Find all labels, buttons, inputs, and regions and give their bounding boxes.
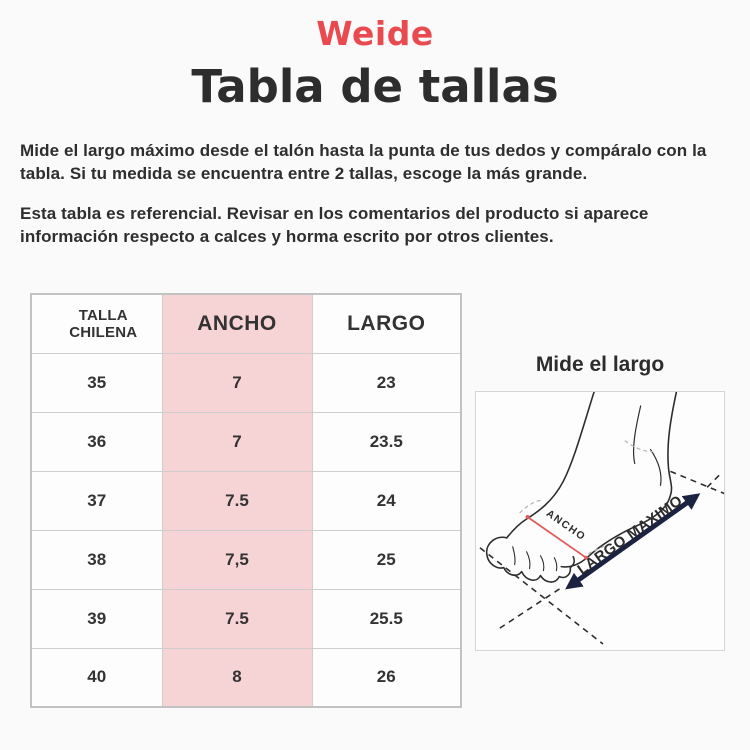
plane-dash-bottom <box>500 586 563 628</box>
plane-dash-tip-extension <box>707 473 721 487</box>
column-header-ancho: ANCHO <box>162 294 312 353</box>
cell-talla: 40 <box>31 648 162 707</box>
cell-largo: 24 <box>312 471 461 530</box>
brand-logo: Weide <box>316 14 434 53</box>
cell-ancho: 7.5 <box>162 589 312 648</box>
table-row <box>31 412 461 471</box>
foot-toes <box>487 537 575 582</box>
intro-paragraph-2: Esta tabla es referencial. Revisar en los comentarios del producto si aparece información respecto a calces y horma escrito por otros clientes. <box>20 204 649 247</box>
cell-ancho: 7.5 <box>162 471 312 530</box>
page-title: Tabla de tallas <box>191 60 559 113</box>
ancho-label: ANCHO <box>543 508 588 544</box>
toe-crease <box>540 556 543 571</box>
foot-measure-diagram <box>475 391 725 651</box>
toe-crease <box>554 558 556 571</box>
size-table <box>30 293 462 708</box>
cell-talla: 35 <box>31 353 162 412</box>
intro-paragraph-1: Mide el largo máximo desde el talón hasta la punta de tus dedos y compáralo con la tabla. Si tu medida se encuentra entre 2 tallas, escoge la más grande. <box>20 141 707 184</box>
sketch-guide-ankle <box>625 441 653 452</box>
column-header-largo: LARGO <box>312 294 461 353</box>
plane-dash-heel-side <box>670 471 724 494</box>
size-table-header-row <box>31 294 461 353</box>
cell-largo: 23 <box>312 353 461 412</box>
table-row <box>31 353 461 412</box>
toe-crease <box>513 547 515 565</box>
cell-talla: 36 <box>31 412 162 471</box>
table-row <box>31 471 461 530</box>
ancho-endpoint <box>526 515 530 519</box>
cell-ancho: 8 <box>162 648 312 707</box>
table-row <box>31 648 461 707</box>
cell-largo: 25.5 <box>312 589 461 648</box>
inner-shin-line <box>634 406 641 464</box>
cell-largo: 23.5 <box>312 412 461 471</box>
table-row <box>31 589 461 648</box>
cell-talla: 39 <box>31 589 162 648</box>
sketch-guide-dorsum <box>520 500 544 513</box>
measure-section-heading: Mide el largo <box>535 353 665 376</box>
cell-ancho: 7 <box>162 353 312 412</box>
cell-talla: 38 <box>31 530 162 589</box>
cell-largo: 25 <box>312 530 461 589</box>
cell-ancho: 7 <box>162 412 312 471</box>
cell-ancho: 7,5 <box>162 530 312 589</box>
cell-largo: 26 <box>312 648 461 707</box>
table-row <box>31 530 461 589</box>
foot-diagram-svg <box>476 392 724 650</box>
cell-talla: 37 <box>31 471 162 530</box>
largo-maximo-label: LARGO MAXIMO <box>574 492 686 579</box>
column-header-talla-chilena: TALLA CHILENA <box>31 294 162 353</box>
toe-crease <box>527 552 530 569</box>
heel-crease <box>651 450 661 486</box>
